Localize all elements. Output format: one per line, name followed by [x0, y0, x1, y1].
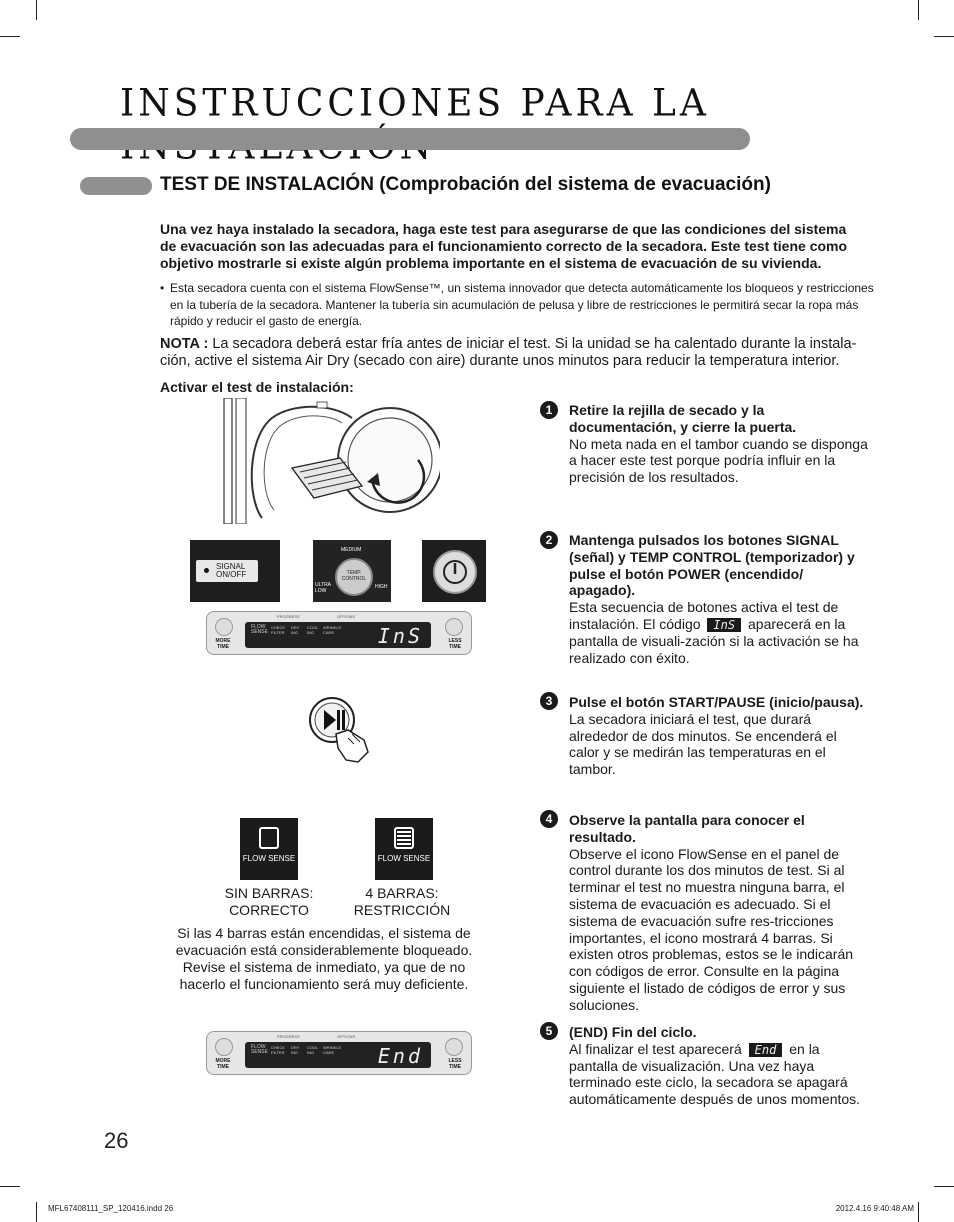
four-bars-caption-1: 4 BARRAS: — [365, 885, 439, 901]
flowsense-panel-label: FLOW SENSE — [251, 624, 268, 635]
four-bars-caption-2: RESTRICCIÓN — [353, 902, 451, 918]
signal-button-tile — [190, 540, 280, 602]
cooling-label: COOL ING — [307, 625, 319, 635]
display-screen — [245, 622, 431, 648]
step-5-code: End — [749, 1043, 783, 1057]
activate-label: Activar el test de instalación: — [160, 379, 354, 395]
drying-label: DRY ING — [291, 625, 300, 635]
more-time-button — [215, 618, 233, 636]
progress-label: PROGRESS — [277, 1034, 300, 1039]
step-4-number: 4 — [540, 810, 558, 828]
step-2-heading: Mantenga pulsados los botones SIGNAL (señal) y TEMP CONTROL (temporizador) y pulse el botón POWER (encendido/ apagado). — [569, 532, 855, 599]
step-3-number: 3 — [540, 692, 558, 710]
less-time-label: LESS TIME — [448, 638, 462, 650]
wrinkle-care-label: WRINKLE CARE — [323, 1045, 342, 1055]
more-time-button — [215, 1038, 233, 1056]
section-heading-main: TEST DE INSTALACIÓN — [160, 174, 374, 195]
temp-label: TEMP. CONTROL — [341, 570, 367, 582]
step-1-number: 1 — [540, 401, 558, 419]
step-3 — [569, 694, 869, 778]
wrinkle-care-label: WRINKLE CARE — [323, 625, 342, 635]
power-icon — [435, 552, 475, 592]
step-3-text: La secadora iniciará el test, que durará alrededor de dos minutos. Se encenderá el calor y se medirán las temperaturas en el tambor. — [569, 710, 837, 778]
display-code-ins: InS — [377, 624, 423, 648]
power-button — [433, 550, 477, 594]
check-filter-label: CHECK FILTER — [271, 1045, 286, 1055]
crop-mark — [934, 36, 954, 37]
title-bar — [70, 128, 750, 150]
check-filter-label: CHECK FILTER — [271, 625, 286, 635]
temp-high-label: HIGH — [375, 584, 388, 590]
signal-button — [196, 560, 258, 582]
flowsense-label-2: FLOW SENSE — [377, 854, 431, 863]
hand-icon — [336, 730, 368, 762]
signal-label: SIGNAL ON/OFF — [216, 562, 247, 579]
flowsense-panel-label: FLOW SENSE — [251, 1044, 268, 1055]
less-time-label: LESS TIME — [448, 1058, 462, 1070]
power-button-tile — [422, 540, 486, 602]
section-pill — [80, 177, 152, 195]
crop-mark — [36, 1202, 37, 1222]
note-paragraph — [160, 336, 870, 370]
step-2 — [569, 532, 869, 666]
less-time-button — [445, 1038, 463, 1056]
step-5-text-after: en la pantalla de visualización. Una vez haya terminado este ciclo, la secadora se apagará automáticamente después de unos momentos. — [569, 1040, 861, 1108]
step-5-number: 5 — [540, 1022, 558, 1040]
start-pause-illustration — [306, 694, 372, 766]
page-number: 26 — [104, 1128, 129, 1153]
crop-mark — [918, 1202, 919, 1222]
note-label: NOTA : — [160, 336, 209, 352]
crop-mark — [36, 0, 37, 20]
section-heading-sub: (Comprobación del sistema de evacuación) — [379, 174, 771, 195]
four-bars-caption — [342, 885, 462, 919]
step-2-code: InS — [707, 618, 741, 632]
step-3-heading: Pulse el botón START/PAUSE (inicio/pausa). — [569, 694, 864, 710]
step-5-heading: (END) Fin del ciclo. — [569, 1024, 697, 1040]
step-1 — [569, 402, 869, 486]
temp-dial — [335, 558, 373, 596]
footer-right: 2012.4.16 9:40:48 AM — [835, 1204, 914, 1213]
display-screen — [245, 1042, 431, 1068]
step-1-text: No meta nada en el tambor cuando se disponga a hacer este test porque podría influir en la precisión de los resultados. — [569, 435, 868, 486]
options-label: OPTIONS — [337, 1034, 356, 1039]
step-2-text-before: Esta secuencia de botones activa el test de instalación. El código — [569, 599, 839, 632]
no-bars-caption-2: CORRECTO — [229, 902, 309, 918]
temp-medium-label: MEDIUM — [341, 547, 362, 553]
crop-mark — [0, 1186, 20, 1187]
step-2-number: 2 — [540, 531, 558, 549]
flowsense-bars — [397, 831, 411, 847]
no-bars-caption-1: SIN BARRAS: — [224, 885, 314, 901]
drying-label: DRY ING — [291, 1045, 300, 1055]
flowsense-bullet: • Esta secadora cuenta con el sistema FlowSense™, un sistema innovador que detecta automáticamente los bloqueos y restricciones en la tubería de la secadora. Mantener la tubería sin acumulación de pelusa y libre de restricciones le permitirá secar la ropa más rápido y reducir el gasto de energía. — [160, 280, 880, 330]
step-4-heading: Observe la pantalla para conocer el resultado. — [569, 812, 805, 845]
flowsense-no-bars-icon — [240, 818, 298, 880]
crop-mark — [934, 1186, 954, 1187]
display-code-end: End — [377, 1044, 423, 1068]
control-panel-end — [206, 1031, 472, 1075]
less-time-button — [445, 618, 463, 636]
step-4 — [569, 812, 869, 1014]
crop-mark — [918, 0, 919, 20]
flowsense-label-1: FLOW SENSE — [242, 854, 296, 863]
section-heading — [160, 174, 771, 196]
footer-left: MFL67408111_SP_120416.indd 26 — [48, 1204, 174, 1213]
step-4-text: Observe el icono FlowSense en el panel de control durante los dos minutos de test. Si al terminar el test no muestra ninguna barra, el sistema de evacuación es adecuado. Si el sistema de evacuación sufre res-tricciones importantes, el icono mostrará 4 barras. Si existen otros problemas, estos se le indicarán con códigos de error. Consulte en la página siguiente el listado de códigos de error y sus soluciones. — [569, 845, 854, 1013]
page-title: INSTRUCCIONES PARA LA — [120, 81, 710, 125]
step-5 — [569, 1024, 869, 1108]
step-5-text-before: Al finalizar el test aparecerá — [569, 1040, 742, 1057]
more-time-label: MORE TIME — [215, 1058, 231, 1070]
more-time-label: MORE TIME — [215, 638, 231, 650]
control-panel-ins — [206, 611, 472, 655]
temp-control-tile — [313, 540, 391, 602]
step-1-heading: Retire la rejilla de secado y la documentación, y cierre la puerta. — [569, 402, 797, 435]
options-label: OPTIONS — [337, 614, 356, 619]
dryer-door-illustration — [222, 398, 440, 524]
step-2-text-after: aparecerá en la pantalla de visuali-zación si la activación se ha realizado con éxito. — [569, 615, 859, 666]
progress-label: PROGRESS — [277, 614, 300, 619]
intro-text: Una vez haya instalado la secadora, haga este test para asegurarse de que las condiciones del sistema de evacuación son las adecuadas para el funcionamiento correcto de la secadora. Este test tiene como objetivo mostrarle si existe algún problema importante en el sistema de evacuación de su vivienda. — [160, 221, 848, 271]
no-bars-caption — [210, 885, 328, 919]
temp-ultra-low-label: ULTRA LOW — [315, 582, 331, 594]
flowsense-warning: Si las 4 barras están encendidas, el sistema de evacuación está considerablemente bloqueado. Revise el sistema de inmediato, ya que de no hacerlo el funcionamiento será muy deficiente. — [175, 925, 473, 992]
flowsense-four-bars-icon — [375, 818, 433, 880]
signal-led-icon — [204, 568, 209, 573]
cooling-label: COOL ING — [307, 1045, 319, 1055]
flowsense-empty-icon — [259, 827, 279, 849]
crop-mark — [0, 36, 20, 37]
note-text: La secadora deberá estar fría antes de iniciar el test. Si la unidad se ha calentado durante la instala-ción, active el sistema Air Dry (secado con aire) durante unos minutos para reducir la temperatura interior. — [160, 336, 857, 369]
